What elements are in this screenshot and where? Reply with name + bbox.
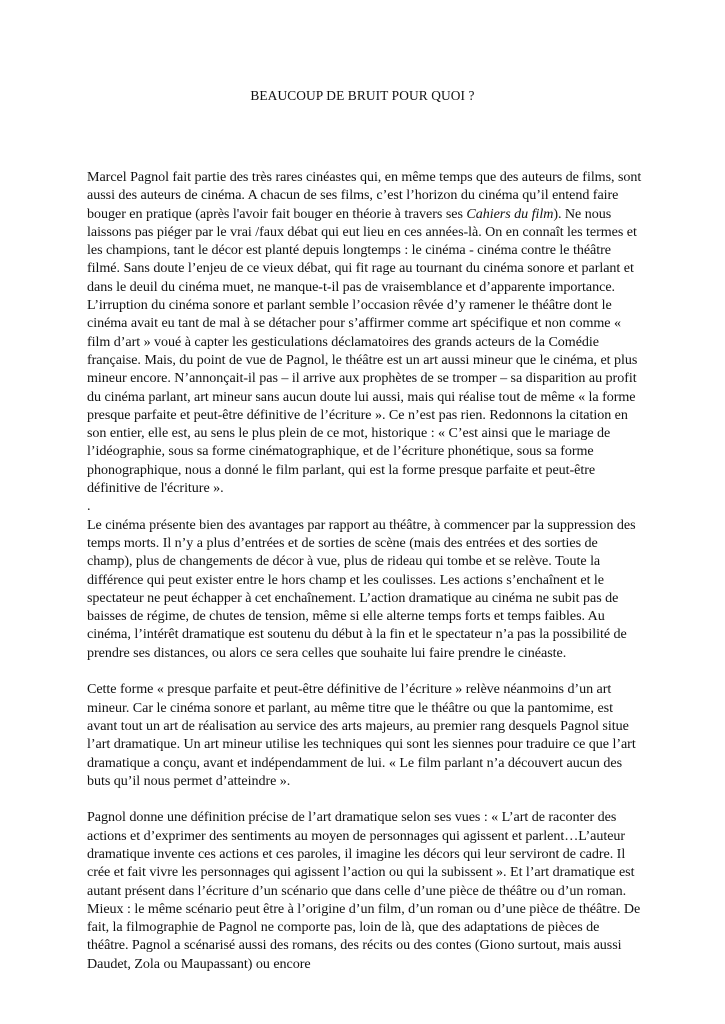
paragraph-3: Cette forme « presque parfaite et peut-être définitive de l’écriture » relève néanmoins d’un art mineur. Car le cinéma sonore et parlant, au même titre que le théâtre ou que la pantomime, est avant tout un art de réalisation au service des arts majeurs, au premier rang desquels Pagnol situe l’art dramatique. Un art mineur utilise les techniques qui sont les siennes pour traduire ce que l’art dramatique a conçu, avant et indépendamment de lui. « Le film parlant n’a découvert aucun des buts qu’il nous permet d’atteindre ». — [87, 681, 636, 789]
paragraph-2: Le cinéma présente bien des avantages par rapport au théâtre, à commencer par la suppression des temps morts. Il n’y a plus d’entrées et de sorties de scène (mais des entrées et des sorties de champ), plus de changements de décor à vue, plus de rideau qui tombe et se relève. Toute la différence qui peut exister entre le hors champ et les coulisses. Les actions s’enchaînent et le spectateur ne peut échapper à cet enchaînement. L’action dramatique au cinéma ne subit pas de baisses de régime, de chutes de tension, même si elle alterne temps forts et temps faibles. Au cinéma, l’intérêt dramatique est soutenu du début à la fin et le spectateur n’a pas la possibilité de prendre ses distances, ou alors ce sera celles que souhaite lui faire prendre le cinéaste. — [87, 516, 636, 661]
paragraph-dot-line: . — [87, 498, 91, 515]
paragraph-1-text-continued: ). Ne nous laissons pas piéger par le vrai /faux débat qui eut lieu en ces années-là. On en connaît les termes et les champions, tant le décor est planté depuis longtemps : le cinéma - cinéma contre le théâtre filmé. Sans doute l’enjeu de ce vieux débat, qui fit rage au tournant du cinéma sonore et parlant et dans le deuil du cinéma muet, ne manque-t-il pas de vraisemblance et d’apparente importance. L’irruption du cinéma sonore et parlant semble l’occasion rêvée d’y ramener le théâtre dont le cinéma avait eu tant de mal à se détacher pour s’affirmer comme art spécifique et non comme « film d’art » voué à capter les gesticulations déclamatoires des grands acteurs de la Comédie française. Mais, du point de vue de Pagnol, le théâtre est un art aussi mineur que le cinéma, et plus mineur encore. N’annonçait-il pas – il arrive aux prophètes de se tromper – sa disparition au profit du cinéma parlant, art mineur sans aucun doute lui aussi, mais qui réalise tout de même « la forme presque parfaite et peut-être définitive de l’écriture ». Ce n’est pas rien. Redonnons la citation en son entier, elle est, au sens le plus plein de ce mot, historique : « C’est ainsi que le mariage de l’idéographie, sous sa forme cinématographique, et de l’écriture phonétique, sous sa forme phonographique, nous a donné le film parlant, qui est la forme presque parfaite et peut-être définitive de l'écriture ». — [87, 205, 638, 497]
paragraph-1-text: Marcel Pagnol fait partie des très rares cinéastes qui, en même temps que des auteurs de films, sont aussi des auteurs de cinéma. A chacun de ses films, c’est l’horizon du cinéma qu’il entend faire bouger en pratique (après l'avoir fait bouger en théorie à travers ses — [87, 169, 642, 222]
document-title: BEAUCOUP DE BRUIT POUR QUOI ? — [250, 88, 475, 103]
paragraph-4: Pagnol donne une définition précise de l’art dramatique selon ses vues : « L’art de raconter des actions et d’exprimer des sentiments au moyen de personnages qui agissent et parlent…L’auteur dramatique invente ces actions et ces paroles, il imagine les décors qui leur serviront de cadre. Il crée et fait vivre les personnages qui agissent l’action ou qui la subissent ». Et l’art dramatique est autant présent dans l’écriture d’un scénario que dans celle d’une pièce de théâtre ou d’un roman. Mieux : le même scénario peut être à l’origine d’un film, d’un roman ou d’une pièce de théâtre. De fait, la filmographie de Pagnol ne comporte pas, loin de là, que des adaptations de pièces de théâtre. Pagnol a scénarisé aussi des romans, des récits ou des contes (Giono surtout, mais aussi Daudet, Zola ou Maupassant) ou encore — [87, 809, 641, 972]
paragraph-1-italic-title: Cahiers du film — [466, 205, 554, 222]
document-body — [87, 168, 644, 973]
paragraph-1 — [87, 168, 644, 497]
